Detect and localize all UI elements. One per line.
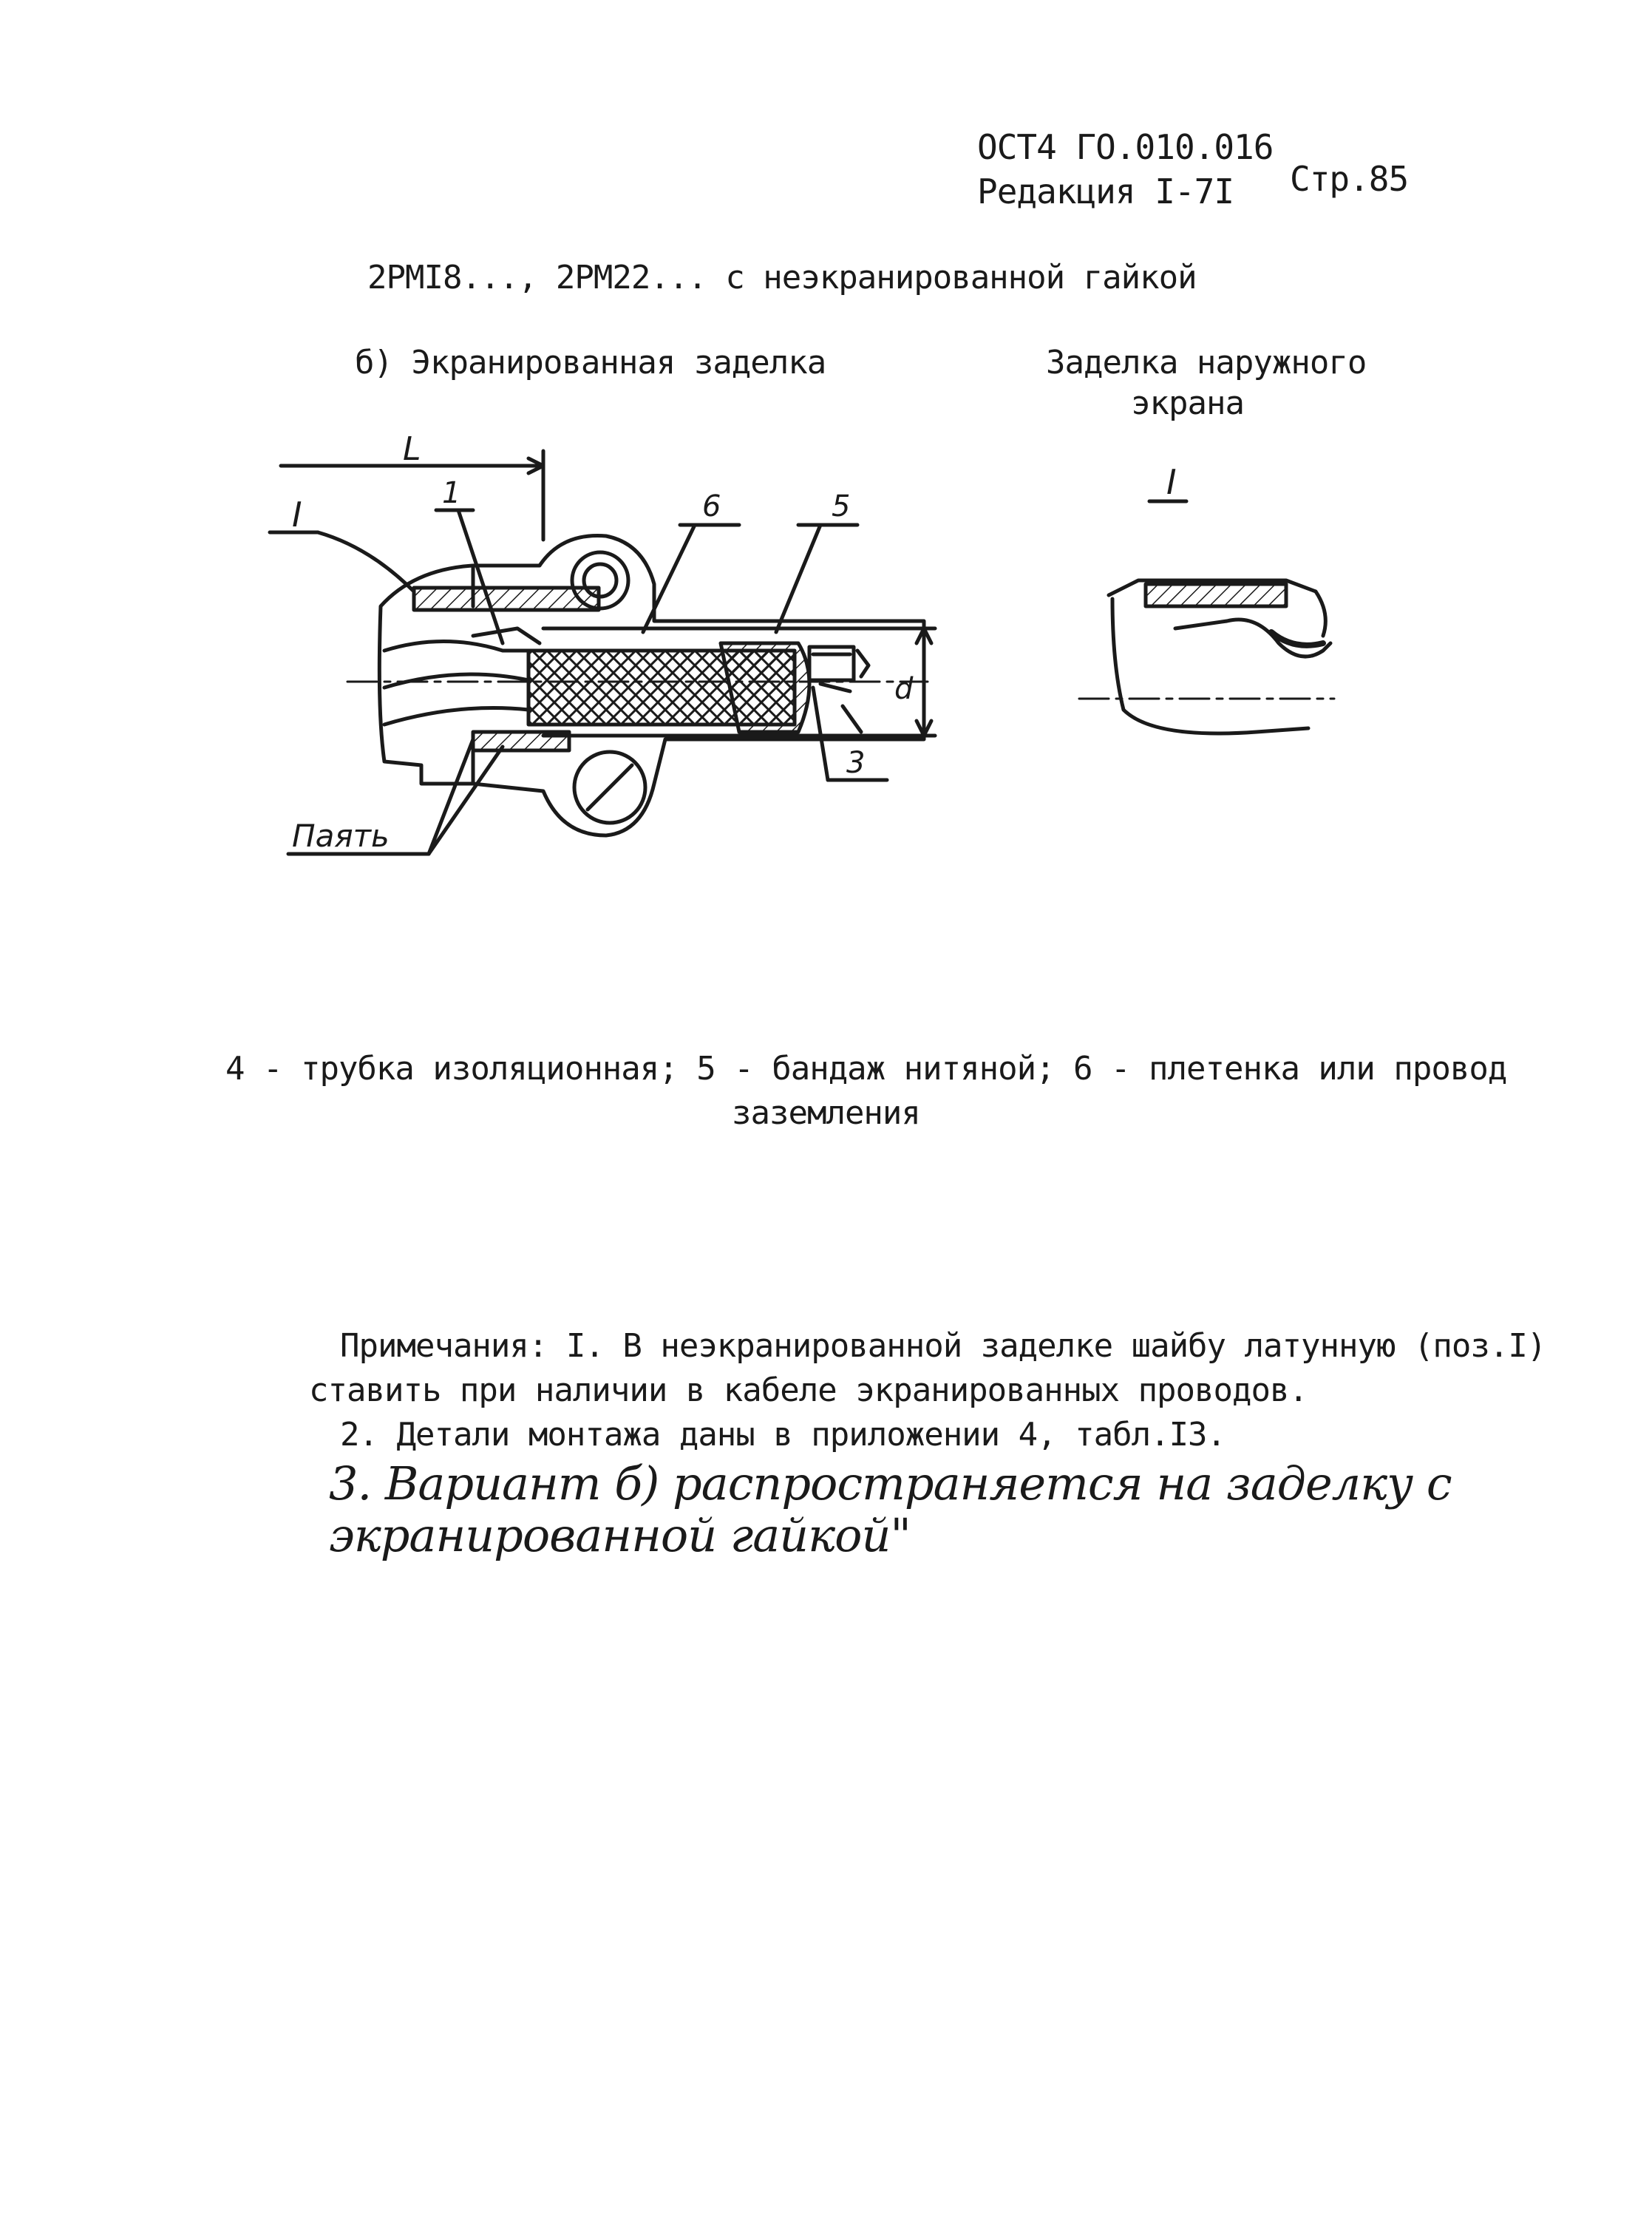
outer-screen-title-line2: экрана bbox=[1131, 384, 1244, 422]
legend-line1: 4 - трубка изоляционная; 5 - бандаж нитяной; 6 - плетенка или провод bbox=[225, 1050, 1507, 1088]
outer-screen-title-line1: Заделка наружного bbox=[1046, 344, 1367, 381]
subtitle: 2РМI8..., 2РМ22... с неэкранированной гайкой bbox=[367, 259, 1197, 296]
label-L: L bbox=[403, 430, 421, 468]
label-diameter: d bbox=[894, 672, 914, 706]
label-pos-6: 6 bbox=[702, 489, 721, 523]
label-pos-1: 1 bbox=[442, 476, 461, 510]
handwritten-note-line2: экранированной гайкой" bbox=[329, 1508, 911, 1562]
label-pos-5: 5 bbox=[832, 489, 851, 523]
standard-number: ОСТ4 ГО.010.016 bbox=[977, 127, 1274, 167]
legend-line2: заземления bbox=[732, 1094, 920, 1132]
label-pos-3: 3 bbox=[846, 746, 866, 780]
note-1-line2: ставить при наличии в кабеле экранированных проводов. bbox=[309, 1371, 1308, 1409]
label-view-I: I bbox=[292, 495, 302, 535]
handwritten-note-line1: 3. Вариант б) распространяется на заделку с bbox=[329, 1456, 1452, 1510]
page-number: Стр.85 bbox=[1290, 159, 1409, 199]
label-solder: Паять bbox=[292, 818, 390, 854]
edition: Редакция I-7I bbox=[977, 172, 1234, 211]
note-2: 2. Детали монтажа даны в приложении 4, табл.I3. bbox=[340, 1416, 1226, 1454]
label-detail-I: I bbox=[1166, 462, 1177, 502]
note-1-line1: Примечания: I. В неэкранированной заделке шайбу латунную (поз.I) bbox=[340, 1327, 1546, 1365]
section-b-title: б) Экранированная заделка bbox=[355, 344, 826, 381]
